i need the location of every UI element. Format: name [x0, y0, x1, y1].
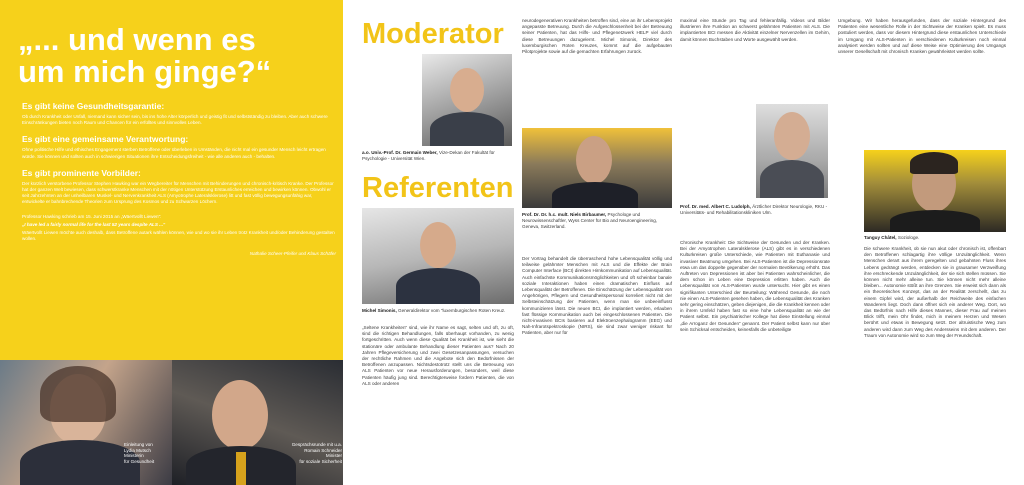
paragraph-health: Ob durch Krankheit oder Unfall, niemand kann sicher sein, bis ins hohe Alter körperlich und geistig fit und selbstständig zu bleiben. Aber auch schwere Einschränkungen bieten noch Raum und Chancen für ein erfülltes und sinnvolles Leben. [22, 114, 328, 126]
column-4-bottom-text: Die schwere Krankheit, ob sie nun akut oder chronisch ist, offenbart den Betroffenen schlagartig ihre völlige Unzulänglichkeit. Wenn Menschen derart aus ihrem geregelten und gebahnten Fluss ihres Lebens gedrängt werden, entdecken sie in grausamer Verzweiflung ihre erschreckende Unzulänglichkeit, der sie sich stellen müssen. Sie können nicht mehr alleine tun. Sie können nicht mehr alleine bleiben... Autonomie stößt an ihre Grenzen. Sie erweist sich dann als ein theoretisches Konzept, das an der Realität zerschellt, das zu einem Gipfel wird, der außerhalb der Reichweite des einfachen Wanderers liegt. Doch dann öffnet sich ein anderer Weg. Dort, wo das Bedürfnis nach Hilfe dieses Mannes, dieser Frau auf meinen Blick trifft, mein Ohr findet, mich in meinem Herzen und Wesen berührt und etwas in Bewegung setzt. Der altruistische Weg zum anderen wird dann zum Weg des Andersseins mit dem anderen. Der Traum von Autonomie wird so zum Weg der Freundschaft. [864, 246, 1006, 338]
caption-line: Ministerin [124, 453, 144, 459]
portrait-body [890, 210, 980, 232]
photo-niels-birbaumer [522, 128, 672, 208]
chatel-caption-name: Tanguy Châtel, [864, 235, 897, 240]
portrait-face [450, 68, 484, 112]
heading-role-models: Es gibt prominente Vorbilder: [22, 167, 141, 178]
caption-line: für Gesundheit [124, 458, 155, 464]
portrait-body [760, 160, 824, 198]
paragraph-role-models: Der kürzlich verstorbene Professor Stephen Hawking war ein Wegbereiter für Menschen mit Behinderungen und chronisch-kritisch Kranke. Der Professor hat der ganzen Welt bewiesen, dass schwerstkranke Menschen mit der nötigen Unterstützung Erstaunliches erreichen und bewirken können. Obwohl er seit Jahrzehnten an der unheilbaren Muskel- und Nervenkrankheit ALS (Amyotrophe Lateralsklerose) litt und fast völlig bewegungsunfähig war, entwickelte er bahnbrechende Theorien zum Ursprung des Kosmos und zu Schwarzen Löchern. [22, 180, 334, 205]
photo-michel-simonis [362, 208, 514, 304]
column-3-bottom-text: Chronische Krankheit: Die Sichtweise der Gesunden und der Kranken. Bei der Amyotrophen Lateralsklerose (ALS) gibt es in verschiedenen Kulturkreisen große Unterschiede, wie Patienten mit Euthanasie und invasiver Beatmung umgehen. Bei ALS-Patienten ist die Depressionsrate etwa um das doppelte gegenüber der normalen Bevölkerung erhöht. Das Auftreten von Depressionen ist aber bei Patienten wahrscheinlicher, die dem schon im Leben eine Depression erlitten haben. Auch die Lebensqualität von ALS-Patienten wurde untersucht. Hier gibt es einen signifikanten Unterschied der Beurteilung: Während Gesunde, die noch nie einen ALS-Patienten gesehen haben, die Lebensqualität des Kranken sehr gering einschätzen, geben diejenigen, die die Krankheit kennen oder in ihrem Umfeld haben fast so eine hohe Lebensqualität an wie der Patient selbst. Ein psychiatrischer Kollege hat diese Einstellung einmal „die Arroganz der Gesunden“ genannt. Der Patient selbst kann nur über sein Schicksal entscheiden, keinesfalls die unbeteiligte [680, 240, 830, 332]
ludolph-caption [680, 204, 830, 216]
caption-romain-schneider [282, 442, 342, 464]
caption-line: Einleitung von [124, 442, 153, 447]
moderator-heading: Moderator [362, 18, 504, 50]
paragraph-responsibility: Ohne politische Hilfe und ethisches Engagement sterben Betroffene oder überleben in Umständen, die nicht mal ein gesunder Mensch leicht ertragen würde. Sie können und sollten auch in schwierigen Situationen ihre Entscheidungsfreiheit - wie alle anderen auch - behalten. [22, 147, 326, 159]
photo-germain-weber [422, 54, 512, 146]
title-line-1: „... und wenn es [18, 22, 256, 57]
portrait-body [20, 440, 140, 485]
caption-line: Minister [325, 453, 342, 459]
heading-health: Es gibt keine Gesundheitsgarantie: [22, 101, 165, 111]
column-2-top-text: neurodegenerativen Krankheiten betroffen sind, eine an ihr Lebensprojekt angepasste Betreuung. Durch die Aufgeschlossenheit bei der Betreuung seiner Patienten, hat das Hilfs- und Pflegenetzwerk HELP viel durch diese Betreuungen dazugelernt. Michel Simonis, Direktor des luxemburgischen Roten Kreuzes, kommt auf die aufgebauten Pilotprojekte sowie auf die gemachten Erfahrungen zurück. [522, 18, 672, 55]
column-3-top-text: maximal eine Stunde pro Tag und fehleranfällig. Videos und Bilder illustrieren ihre Funktion an schwerst gelähmten Patienten mit ALS. Die implantierten BCI messen die Aktivität einzelner Nervenzellen im Gehirn, damit können Buchstaben und Worte ausgewählt werden. [680, 18, 830, 42]
portrait-tie [236, 452, 246, 485]
caption-line: Gesprächsrunde mit u.a. [291, 442, 342, 447]
photo-tanguy-chatel [864, 150, 1006, 232]
portrait-body [552, 182, 638, 208]
column-2-bottom-text: Der Vortrag behandelt die überraschend hohe Lebensqualität völlig und teilweise gelähmter Menschen mit ALS und die Effekte der Brain Computer Interface (BCI) direkten Hirnkommunikation auf Lebensqualität. Auch einfachste Kommunikationsmöglichkeiten und oft scheinbar banale soziale Interaktionen haben einen dramatischen Einfluss auf Lebensqualität der Betroffenen. Die Einschätzung der Lebensqualität von Angehörigen, Pflegern und Gesundheitspersonal korreliert nicht mit der Selbsteinschätzung der Patienten, wenn man sie unbeeinflusst kommunizieren lässt. Die neuen BCI, die implantiert werden, erlauben fast flüssige Kommunikation auch bei eingeschlossenen Patienten. Die nicht-invasiven BCIs basieren auf Elektroenzephalogramm (EEG) und Nah-Infrarotspektroskopie (NIRS), sie sind zwar weniger riskant für Patienten, aber nur für [522, 256, 672, 336]
ludolph-caption-rest: Ärztlicher Direktor Neurologie, RKU - Universitäts- und Rehabilitationskliniken Ulm. [680, 204, 828, 216]
portrait-hair [40, 366, 116, 422]
caption-line: Lydia Mutsch [124, 447, 151, 453]
photo-romain-schneider [172, 360, 343, 485]
column-4-top-text: Umgebung. Wir haben herausgefunden, dass der soziale Hintergrund des Patienten eine wesentliche Rolle in der Sichtweise der Kranken spielt. Es muss postuliert werden, dass vor diesem Hintergrund diese erstaunlichen Unterschiede im Umgang mit ALS-Patienten in verschiedenen Kulturkreisen noch einmal analysiert werden sollten und auf diese Weise eine Optimierung des Umgangs unserer Gesellschaft mit chronisch Kranken gewährleistet werden sollte. [838, 18, 1006, 55]
moderator-caption-rest: Vize-Dekan der Fakultät für Psychologie - Universität Wien. [362, 150, 495, 162]
portrait-hair [910, 152, 958, 174]
title [18, 24, 338, 88]
birbaumer-caption-rest: Psychologe und Neurowissenschaftler, Wyss Center für Bio and Neuroengineering, Geneva, Switzerland. [522, 212, 658, 230]
birbaumer-caption [522, 212, 672, 231]
chatel-caption-rest: Soziologe. [897, 235, 920, 240]
ludolph-caption-name: Prof. Dr. med. Albert C. Ludolph, [680, 204, 751, 209]
birbaumer-caption-name: Prof. Dr. Dr. h.c. mult. Niels Birbaumer, [522, 212, 607, 217]
simonis-caption [362, 308, 514, 314]
photo-lydia-mutsch [0, 360, 172, 485]
intro-text [22, 101, 336, 258]
portrait-face [774, 112, 810, 160]
photo-albert-ludolph [756, 104, 828, 198]
caption-line: Romain Schneider [304, 447, 342, 453]
caption-lydia-mutsch [124, 442, 170, 464]
title-line-2: um mich ginge?“ [18, 54, 272, 89]
caption-line: für soziale Sicherheit [299, 458, 342, 464]
paragraph-closing: Wäertvollt Liewen möchte auch deshalb, dass Betroffene autark wählen können, wie und wo sie ihr Leben trotz Krankheit und/oder Behinderung gestalten wollen. [22, 230, 335, 242]
moderator-caption [362, 150, 514, 162]
simonis-text: „Seltene Krankheiten“ sind, wie ihr Name es sagt, selten und oft, zu oft, sind die richtigen Behandlungen, falls überhaupt vorhanden, zu wenig fortgeschritten. Auch wenn diese Qualität bei Krankheit ist, wie sieht die stationäre oder ambulante Behandlung dieser Patienten aus? Nach 20 Jahren Pflegeversicherung und zwei Gesetzesanpassungen, versuchen der rechtliche Rahmen und die Angebote sich den Bedürfnissen der Betroffenen anzupassen. Nichtsdestotrotz stellt uns die Betreuung von ALS Patienten vor neue Herausforderungen, besonders, weil diese Patienten häufig jung sind. Berechtigterweise fordern Patienten, die von ALS oder anderen [362, 325, 514, 386]
hawking-quote: „I have led a fairly normal life for the last 52 years despite ALS ...“ [22, 221, 166, 227]
moderator-caption-name: a.o. Univ.-Prof. Dr. Germain Weber, [362, 150, 438, 155]
portrait-face [212, 380, 268, 450]
portrait-body [430, 112, 504, 146]
heading-responsibility: Es gibt eine gemeinsame Verantwortung: [22, 134, 189, 145]
portrait-face [420, 222, 456, 268]
simonis-caption-rest: Generaldirektor vom "luxemburgischen Roten Kreuz. [398, 308, 506, 313]
simonis-caption-name: Michel Simonis, [362, 308, 397, 313]
signature: Nathalie Scheer-Pfeifer und Klaus Schäfer [249, 251, 336, 257]
portrait-face [576, 136, 612, 184]
paragraph-hawking-letter: Professor Hawking schrieb am 15. Juni 2015 an „Wäertvollt Liewen“: [22, 213, 162, 219]
referenten-heading: Referenten [362, 172, 514, 204]
portrait-body [396, 268, 480, 304]
chatel-caption [864, 235, 1006, 241]
